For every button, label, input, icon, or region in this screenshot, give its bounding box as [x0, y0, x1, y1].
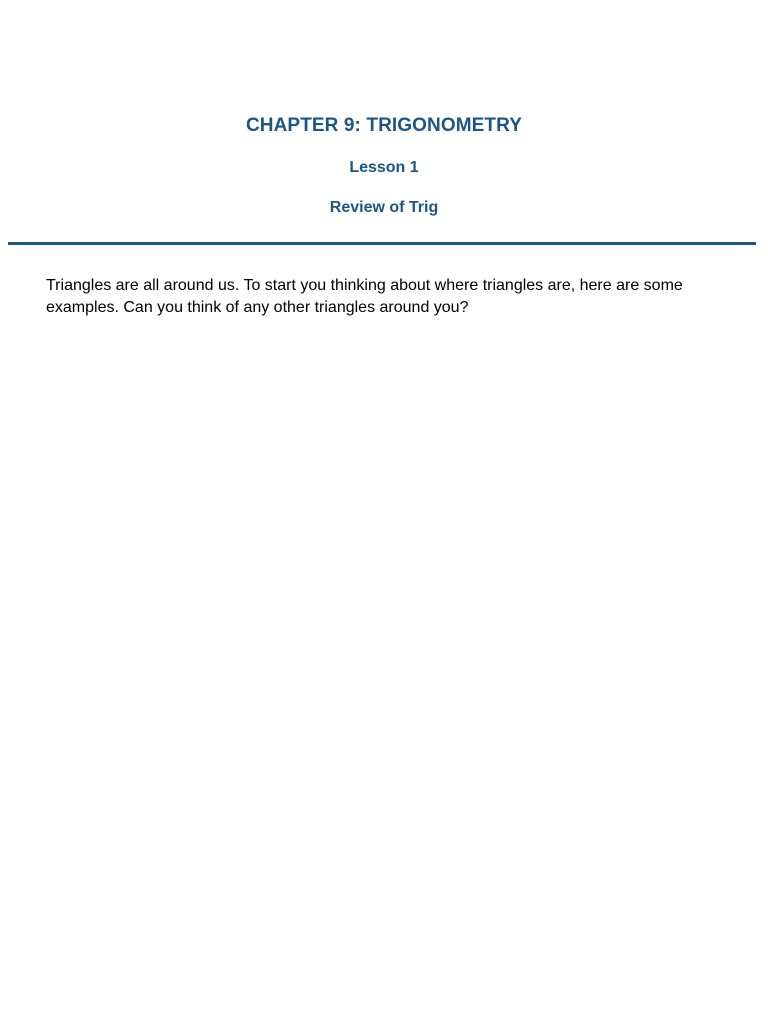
- lesson-title: Review of Trig: [329, 199, 439, 216]
- intro-paragraph: Triangles are all around us. To start you thinking about where triangles are, here are some examples. Can you think of any other triangles around you?: [46, 277, 683, 316]
- header-divider: [8, 242, 756, 245]
- lesson-number: Lesson 1: [349, 159, 419, 176]
- chapter-title: CHAPTER 9: TRIGONOMETRY: [245, 115, 523, 136]
